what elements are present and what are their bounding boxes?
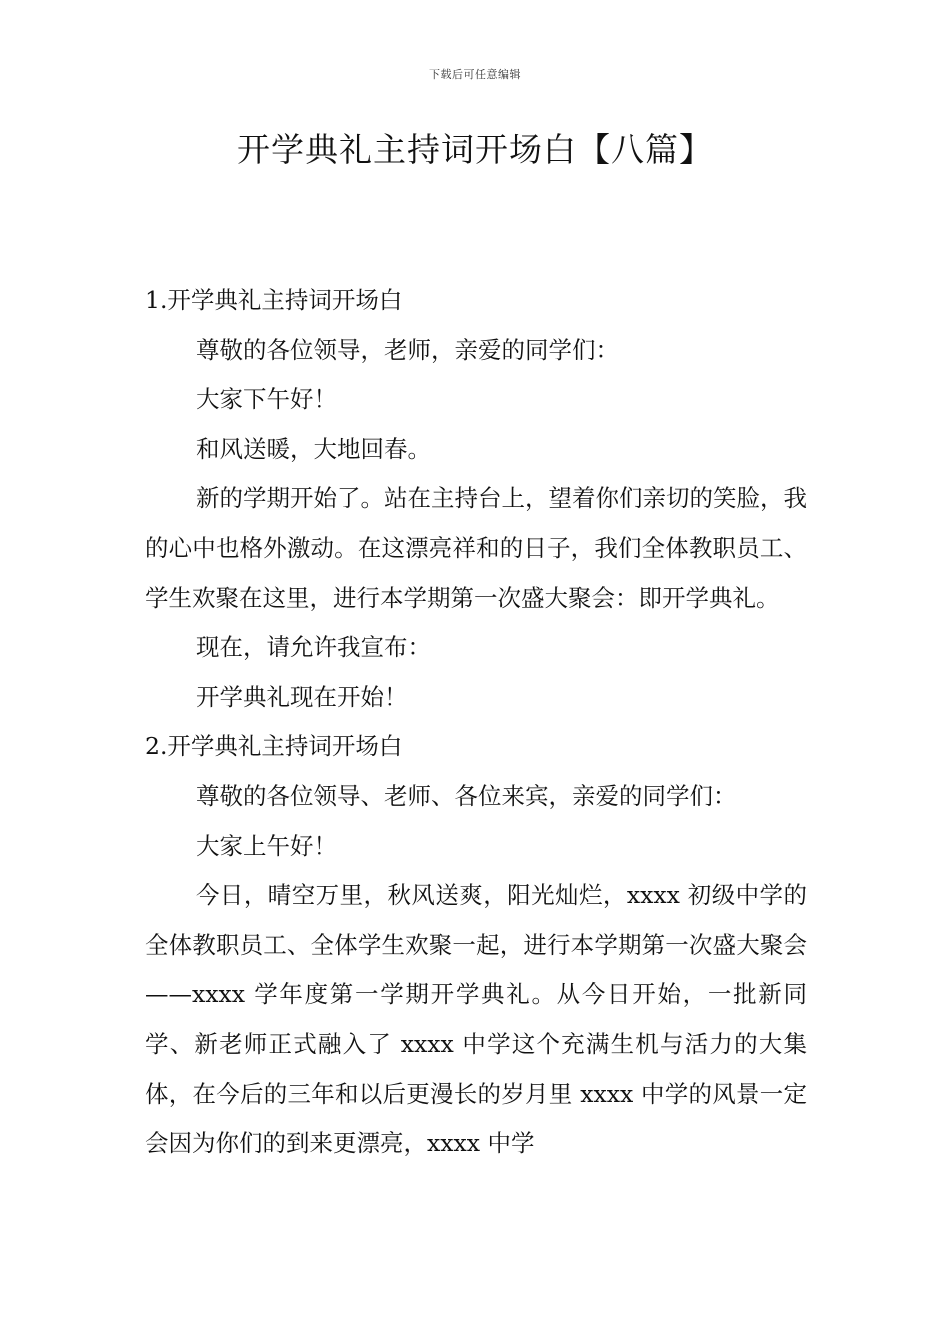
document-title: 开学典礼主持词开场白【八篇】 [237, 130, 713, 169]
paragraph: 现在，请允许我宣布： [196, 633, 431, 662]
paragraph: 新的学期开始了。站在主持台上，望着你们亲切的笑脸，我的心中也格外激动。在这漂亮祥和的日子，我们全体教职员工、学生欢聚在这里，进行本学期第一次盛大聚会：即开学典礼。 [145, 484, 807, 612]
document-body [145, 276, 807, 1169]
paragraph: 今日，晴空万里，秋风送爽，阳光灿烂，xxxx 初级中学的全体教职员工、全体学生欢聚一起，进行本学期第一次盛大聚会——xxxx 学年度第一学期开学典礼。从今日开始，一批新同学、新老师正式融入了 xxxx 中学这个充满生机与活力的大集体，在今后的三年和以后更漫长的岁月里 xxxx 中学的风景一定会因为你们的到来更漂亮，xxxx 中学 [145, 881, 807, 1158]
section-heading: 1.开学典礼主持词开场白 [145, 286, 403, 314]
paragraph: 尊敬的各位领导、老师、各位来宾，亲爱的同学们： [196, 781, 737, 810]
paragraph: 和风送暖，大地回春。 [196, 434, 431, 463]
section-heading: 2.开学典礼主持词开场白 [145, 732, 403, 761]
paragraph: 大家下午好！ [196, 385, 337, 414]
paragraph: 大家上午好！ [196, 831, 337, 860]
header-note: 下载后可任意编辑 [429, 68, 521, 81]
paragraph: 尊敬的各位领导，老师，亲爱的同学们： [196, 335, 619, 364]
paragraph: 开学典礼现在开始！ [196, 682, 408, 711]
